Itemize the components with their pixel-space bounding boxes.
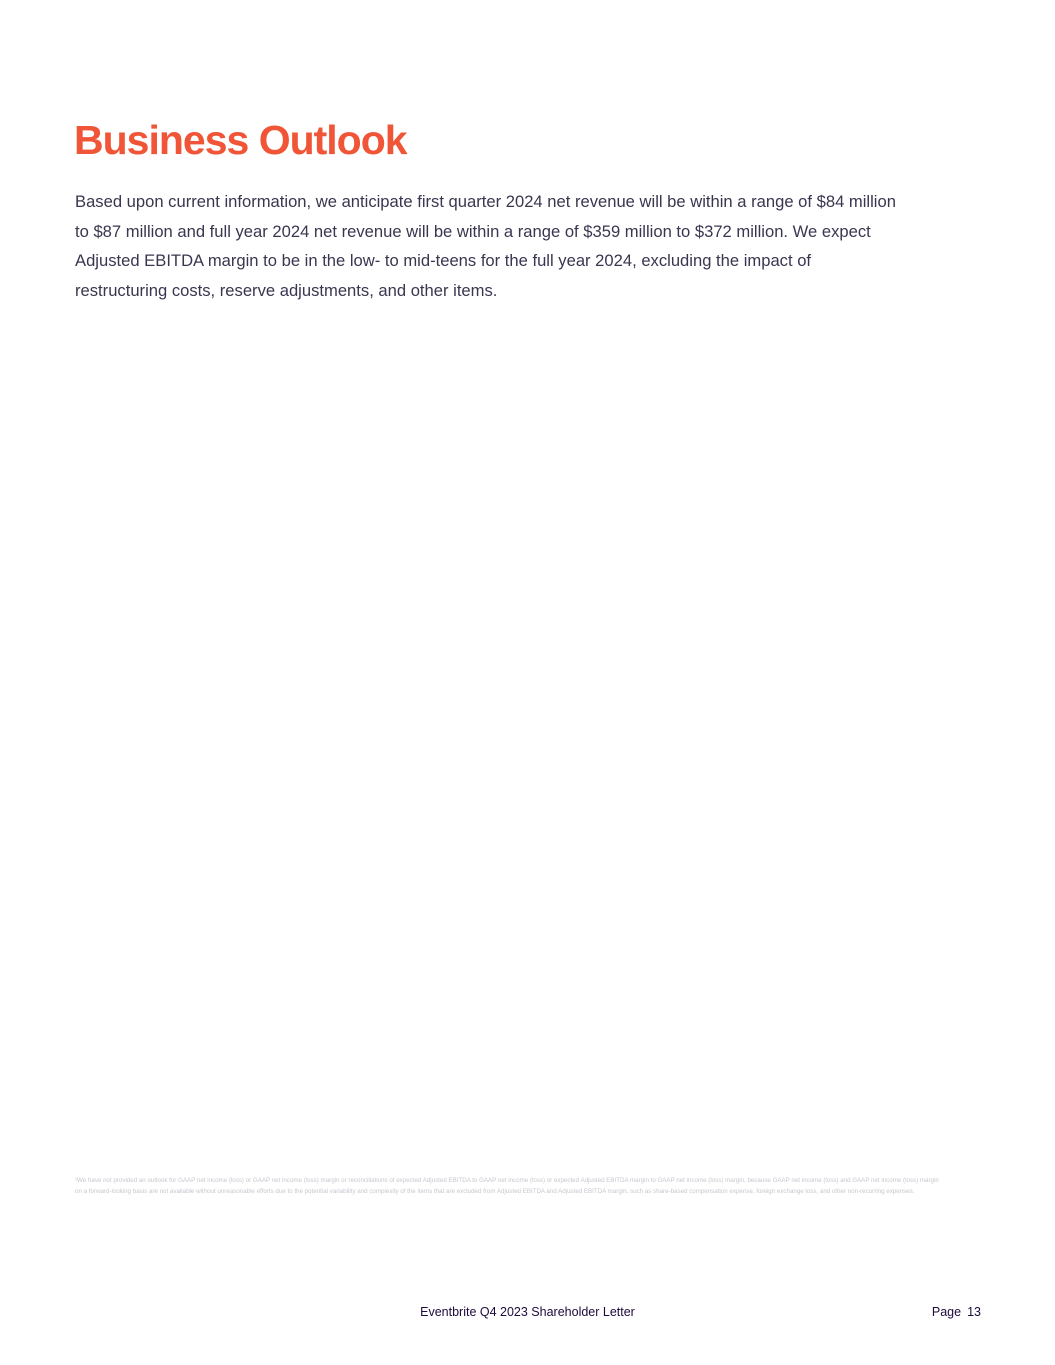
outlook-paragraph: Based upon current information, we anticipate first quarter 2024 net revenue will be within a range of $84 million to $87 million and full year 2024 net revenue will be within a range of $359 million to $372 million. We expect Adjusted EBITDA margin to be in the low- to mid-teens for the full year 2024, excluding the impact of restructuring costs, reserve adjustments, and other items. xyxy=(75,192,896,300)
page-label: Page xyxy=(931,1305,962,1319)
footer-page-number xyxy=(932,1305,981,1319)
page-title: Business Outlook xyxy=(74,117,407,163)
footnote: ¹We have not provided an outlook for GAAP net income (loss) or GAAP net income (loss) margin or reconciliations of expected Adjusted EBITDA to GAAP net income (loss) or expected Adjusted EBITDA margin to GAAP net income (loss) margin, because GAAP net income (loss) and GAAP net income (loss) margin on a forward-looking basis are not available without unreasonable efforts due to the potential variability and complexity of the items that are excluded from Adjusted EBITDA and Adjusted EBITDA margin, such as share-based compensation expense, foreign exchange loss, and other non-recurring expenses. xyxy=(75,1177,939,1195)
page-number: 13 xyxy=(967,1305,981,1319)
footer-document-name: Eventbrite Q4 2023 Shareholder Letter xyxy=(420,1305,635,1319)
